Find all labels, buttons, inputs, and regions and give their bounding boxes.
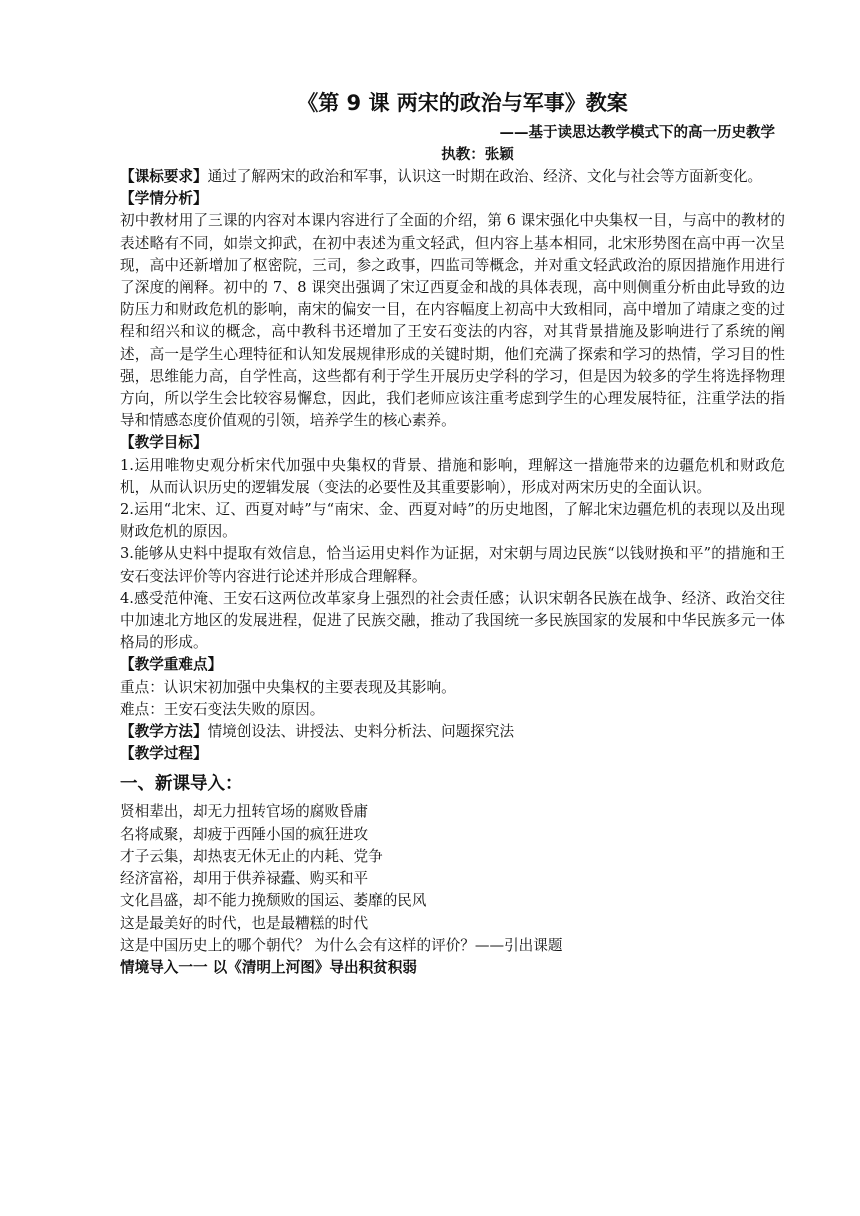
standard-label: 【课标要求】 <box>120 168 208 185</box>
intro-line: 经济富裕，却用于供养禄蠹、购买和平 <box>120 870 369 888</box>
intro-line: 贤相辈出，却无力扭转官场的腐败昏庸 <box>120 803 369 821</box>
scenario-lead: 情境导入一一 以《清明上河图》导出积贫积弱 <box>120 958 417 976</box>
goal-item-1: 1.运用唯物史观分析宋代加强中央集权的背景、措施和影响，理解这一措施带来的边疆危机和财政危机，从而认识历史的逻辑发展（变法的必要性及其重要影响），形成对两宋历史的全面认识。 <box>120 456 785 496</box>
methods-text: 情境创设法、讲授法、史料分析法、问题探究法 <box>207 723 515 741</box>
standard-paragraph <box>120 166 785 188</box>
intro-question: 这是中国历史上的哪个朝代？ 为什么会有这样的评价？——引出课题 <box>120 936 563 954</box>
intro-line: 文化昌盛，却不能力挽颓败的国运、萎靡的民风 <box>120 892 427 910</box>
intro-line: 才子云集，却热衷无休无止的内耗、党争 <box>120 847 383 865</box>
standard-text: 通过了解两宋的政治和军事，认识这一时期在政治、经济、文化与社会等方面新变化。 <box>207 168 763 185</box>
section-heading-intro: 一、新课导入： <box>120 774 243 795</box>
methods-paragraph <box>120 721 785 743</box>
goal-item-2: 2.运用“北宋、辽、西夏对峙”与“南宋、金、西夏对峙”的历史地图，了解北宋边疆危机的表现以及出现财政危机的原因。 <box>120 501 785 541</box>
document-subtitle: ——基于读思达教学模式下的高一历史教学 <box>499 125 775 141</box>
intro-line: 这是最美好的时代，也是最糟糕的时代 <box>120 914 369 932</box>
analysis-label: 【学情分析】 <box>120 190 208 208</box>
process-label: 【教学过程】 <box>120 745 208 763</box>
keypoints-label: 【教学重难点】 <box>120 656 223 674</box>
lesson-plan-page <box>120 88 785 979</box>
keypoint-key: 重点：认识宋初加强中央集权的主要表现及其影响。 <box>120 678 456 696</box>
analysis-text: 初中教材用了三课的内容对本课内容进行了全面的介绍，第 6 课宋强化中央集权一目，与高中的教材的表述略有不同，如崇文抑武，在初中表述为重文轻武，但内容上基本相同，北宋形势图在高中再一次呈现，高中还新增加了枢密院，三司，参之政事，四监司等概念，并对重文轻武政治的原因措施作用进行了深度的阐释。初中的 7、8 课突出强调了宋辽西夏金和战的具体表现，高中则侧重分析由此导致的边防压力和财政危机的影响，南宋的偏安一目，在内容幅度上初高中大致相同，高中增加了靖康之变的过程和绍兴和议的概念，高中教科书还增加了王安石变法的内容，对其背景措施及影响进行了系统的阐述，高一是学生心理特征和认知发展规律形成的关键时期，他们充满了探索和学习的热情，学习目的性强，思维能力高，自学性高，这些都有利于学生开展历史学科的学习，但是因为较多的学生将选择物理方向，所以学生会比较容易懈怠，因此，我们老师应该注重考虑到学生的心理发展特征，注重学法的指导和情感态度价值观的引领，培养学生的核心素养。 <box>120 212 785 430</box>
methods-label: 【教学方法】 <box>120 723 208 741</box>
goals-label: 【教学目标】 <box>120 434 208 452</box>
document-title: 《第 9 课 两宋的政治与军事》教案 <box>297 91 628 115</box>
document-author: 执教：张颖 <box>441 147 514 163</box>
keypoint-difficulty: 难点：王安石变法失败的原因。 <box>120 700 325 718</box>
goal-item-4: 4.感受范仲淹、王安石这两位改革家身上强烈的社会责任感；认识宋朝各民族在战争、经济、政治交往中加速北方地区的发展进程，促进了民族交融，推动了我国统一多民族国家的发展和中华民族多元一体格局的形成。 <box>120 589 785 652</box>
intro-line: 名将咸聚，却疲于西陲小国的疯狂进攻 <box>120 825 369 843</box>
goal-item-3: 3.能够从史料中提取有效信息，恰当运用史料作为证据，对宋朝与周边民族“以钱财换和平”的措施和王安石变法评价等内容进行论述并形成合理解释。 <box>120 545 785 585</box>
